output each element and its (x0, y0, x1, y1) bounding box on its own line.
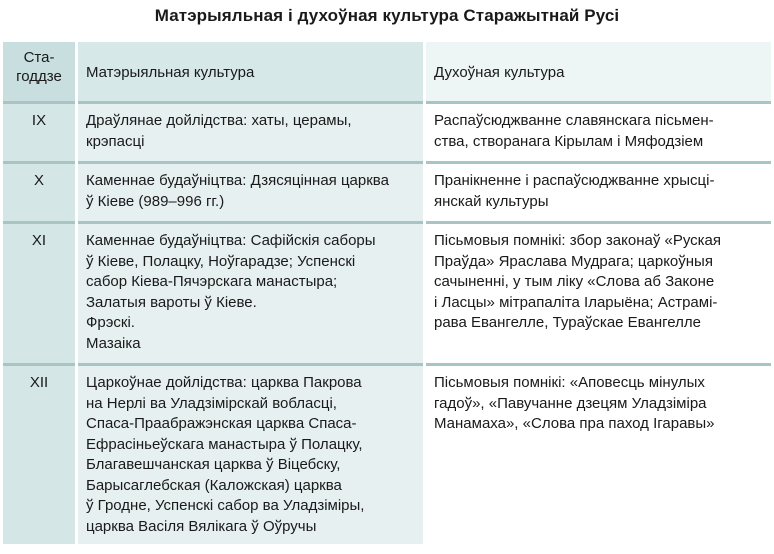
material-cell: Царкоўнае дойлідства: царква Пакрова на Нерлі ва Уладзімірскай вобласці, Спаса-Праабражэнская царква Спаса- Ефрасіньеўскага манастыра ў Полацку, Благавешчанская царква ў Віцебску, Барысаглебская (Каложская) царква ў Гродне, Успенскі сабор ва Уладзіміры, царква Васіля Вялікага ў Оўручы (78, 366, 423, 544)
century-cell: XII (3, 366, 75, 544)
column-separator (423, 42, 426, 544)
table-title: Матэрыяльная і духоўная культура Старажытнай Русі (154, 6, 620, 25)
material-cell: Каменнае будаўніцтва: Дзясяцінная царква ў Кіеве (989–996 гг.) (78, 164, 423, 221)
spiritual-cell: Пісьмовыя помнікі: збор законаў «Руская Праўда» Яраслава Мудрага; царкоўныя сачыненні, у тым ліку «Слова аб Законе і Ласцы» мітрапаліта Іларыёна; Астрамі- рава Евангелле, Тураўскае Евангелле (426, 224, 771, 363)
column-separator (75, 42, 78, 544)
header-century: Ста- годдзе (3, 42, 75, 101)
header-spiritual-culture: Духоўная культура (426, 42, 771, 101)
century-cell: XI (3, 224, 75, 363)
century-cell: IX (3, 104, 75, 161)
material-cell: Драўлянае дойлідства: хаты, церамы, крэпасці (78, 104, 423, 161)
century-cell: X (3, 164, 75, 221)
spiritual-cell: Пісьмовыя помнікі: «Аповесць мінулых гадоў», «Павучанне дзецям Уладзіміра Манамаха», «Слова пра паход Ігаравы» (426, 366, 771, 544)
spiritual-cell: Распаўсюджванне славянскага пісьмен- ства, створанага Кірылам і Мяфодзіем (426, 104, 771, 161)
spiritual-cell: Пранікненне і распаўсюджванне хрысці- янскай культуры (426, 164, 771, 221)
header-material-culture: Матэрыяльная культура (78, 42, 423, 101)
material-cell: Каменнае будаўніцтва: Сафійскія саборы ў Кіеве, Полацку, Ноўгарадзе; Успенскі сабор Кіева-Пячэрскага манастыра; Залатыя вароты ў Кіеве. Фрэскі. Мазаіка (78, 224, 423, 363)
